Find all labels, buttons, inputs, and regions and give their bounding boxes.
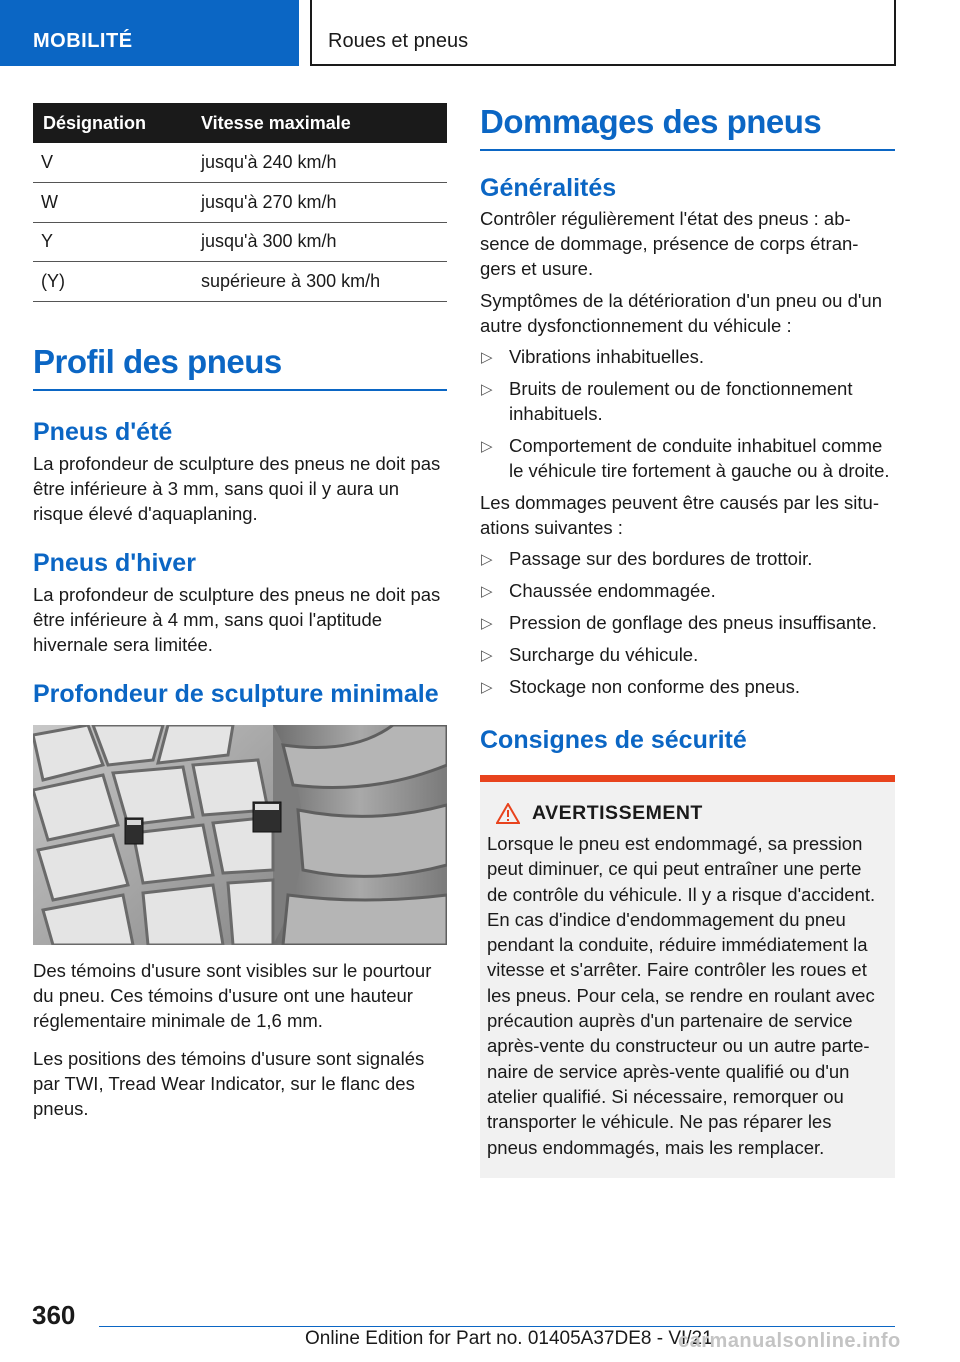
wear-indicators-position-text: Les positions des témoins d'usure sont signalés par TWI, Tread Wear Indicator, sur le flanc des pneus.	[33, 1047, 425, 1119]
table-cell: supérieure à 300 km/h	[186, 262, 447, 302]
right-column	[480, 103, 895, 1178]
causes-list	[480, 546, 895, 699]
table-row	[33, 262, 447, 302]
symptoms-intro: Symptômes de la détérioration d'un pneu ou d'un autre dysfonctionnement du véhicule :	[480, 290, 882, 336]
section-title: Dommages des pneus	[480, 103, 895, 151]
table-header-row	[33, 103, 447, 143]
warning-text: Lorsque le pneu est endommagé, sa pression peut diminuer, ce qui peut entraîner une perte de contrôle du véhicule. Il y a risque d'accident. En cas d'indice d'endommagement du pneu pendant la conduite, réduire immédiatement la vitesse et s'arrêter. Faire contrôler les roues et les pneus. Pour cela, se rendre en roulant avec précaution auprès d'un partenaire de service après-vente du constructeur ou un autre parte- naire de service après-vente qualifié ou d'un atelier qualifié. Si nécessaire, remorquer ou transporter le véhicule. Ne pas réparer les pneus endommagés, mais les remplacer.	[487, 833, 876, 1158]
bullet-triangle-icon: ▷	[481, 551, 493, 568]
table-row	[33, 183, 447, 223]
table-cell: jusqu'à 300 km/h	[186, 222, 447, 262]
column-header: Vitesse maximale	[186, 103, 447, 143]
bullet-triangle-icon: ▷	[481, 583, 493, 600]
list-item: ▷ Comportement de conduite inhabituel comme le véhicule tire fortement à gauche ou à droite.	[481, 435, 890, 481]
winter-tires-heading: Pneus d'hiver	[33, 548, 196, 577]
list-item: ▷ Bruits de roulement ou de fonctionnement inhabituels.	[481, 378, 853, 424]
list-item: ▷ Chaussée endommagée.	[480, 578, 895, 603]
table-cell: V	[33, 143, 186, 183]
min-depth-heading: Profondeur de sculpture minimale	[33, 679, 439, 708]
summer-tires-heading: Pneus d'été	[33, 417, 173, 446]
list-item: ▷ Vibrations inhabituelles.	[480, 344, 895, 369]
table-cell: jusqu'à 270 km/h	[186, 183, 447, 223]
page-number: 360	[32, 1300, 76, 1330]
table-cell: Y	[33, 222, 186, 262]
speed-rating-table	[33, 103, 447, 302]
warning-triangle-icon	[496, 803, 520, 824]
page-header	[0, 0, 960, 66]
warning-box	[480, 775, 895, 1178]
watermark: carmanualsonline.info	[678, 1330, 901, 1352]
section-title: Profil des pneus	[33, 343, 447, 391]
table-row	[33, 143, 447, 183]
general-heading: Généralités	[480, 174, 617, 202]
wear-indicators-text: Des témoins d'usure sont visibles sur le pourtour du pneu. Ces témoins d'usure ont une hauteur réglementaire minimale de 1,6 mm.	[33, 959, 432, 1031]
footer-divider	[99, 1326, 895, 1327]
bullet-triangle-icon: ▷	[481, 679, 493, 696]
tread-wear-indicator-image	[33, 725, 447, 945]
symptoms-list	[480, 344, 895, 483]
warning-title: AVERTISSEMENT	[496, 802, 887, 825]
list-item: ▷ Stockage non conforme des pneus.	[480, 674, 895, 699]
edition-text: Online Edition for Part no. 01405A37DE8 - VI/21	[305, 1328, 713, 1349]
safety-heading: Consignes de sécurité	[480, 726, 747, 754]
table-row	[33, 222, 447, 262]
section-tab: MOBILITÉ	[0, 0, 299, 66]
topic-tab: Roues et pneus	[310, 0, 896, 66]
general-text: Contrôler régulièrement l'état des pneus : ab- sence de dommage, présence de corps étran- gers et usure.	[480, 208, 859, 279]
bullet-triangle-icon: ▷	[481, 438, 493, 455]
list-item: ▷ Pression de gonflage des pneus insuffisante.	[480, 610, 895, 635]
list-item: ▷ Surcharge du véhicule.	[480, 642, 895, 667]
winter-tires-text: La profondeur de sculpture des pneus ne doit pas être inférieure à 4 mm, sans quoi l'aptitude hivernale sera limitée.	[33, 583, 441, 655]
table-cell: W	[33, 183, 186, 223]
bullet-triangle-icon: ▷	[481, 381, 493, 398]
table-cell: (Y)	[33, 262, 186, 302]
causes-intro: Les dommages peuvent être causés par les situ- ations suivantes :	[480, 492, 879, 538]
bullet-triangle-icon: ▷	[481, 349, 493, 366]
table-cell: jusqu'à 240 km/h	[186, 143, 447, 183]
column-header: Désignation	[33, 103, 186, 143]
bullet-triangle-icon: ▷	[481, 647, 493, 664]
summer-tires-text: La profondeur de sculpture des pneus ne doit pas être inférieure à 3 mm, sans quoi il y aura un risque élevé d'aquaplaning.	[33, 452, 441, 524]
list-item: ▷ Passage sur des bordures de trottoir.	[480, 546, 895, 571]
bullet-triangle-icon: ▷	[481, 615, 493, 632]
left-column	[33, 103, 447, 1121]
